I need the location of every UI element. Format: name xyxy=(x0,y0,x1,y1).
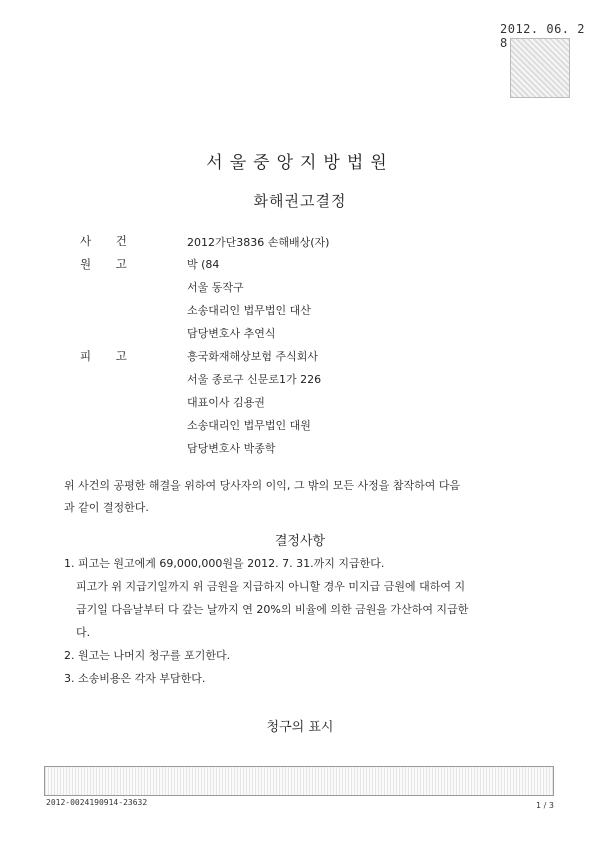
document-number: 2012-0024190914-23632 xyxy=(46,798,148,807)
defendant-representative: 대표이사 김용권 xyxy=(187,396,265,409)
decision-item-1-detail-1: 피고가 위 지급기일까지 위 금원을 지급하지 아니할 경우 미지급 금원에 대하여 지 xyxy=(76,580,466,593)
intro-line-2: 과 같이 결정한다. xyxy=(64,501,149,514)
plaintiff-address: 서울 동작구 xyxy=(187,281,244,294)
stamp-date: 2012. 06. 2 8 xyxy=(500,22,585,50)
defendant-counsel: 소송대리인 법무법인 대원 xyxy=(187,419,311,432)
plaintiff-counsel: 소송대리인 법무법인 대산 xyxy=(187,304,311,317)
page-number: 1 / 3 xyxy=(536,801,554,810)
defendant-address: 서울 종로구 신문로1가 226 xyxy=(187,373,322,386)
decision-item-2: 2. 원고는 나머지 청구를 포기한다. xyxy=(64,649,231,662)
case-label: 사 건 xyxy=(80,234,129,248)
defendant-attorney: 담당변호사 박종학 xyxy=(187,442,276,455)
document-title: 화해권고결정 xyxy=(253,192,347,210)
defendant-label: 피 고 xyxy=(80,349,129,363)
decision-item-1-detail-3: 다. xyxy=(76,626,91,639)
decision-heading: 결정사항 xyxy=(274,534,326,549)
plaintiff-label: 원 고 xyxy=(80,257,129,271)
verification-seal-icon xyxy=(510,38,570,98)
intro-line-1: 위 사건의 공평한 해결을 위하여 당사자의 이익, 그 밖의 모든 사정을 참작하여 다음 xyxy=(64,479,461,492)
decision-item-1-detail-2: 급기일 다음날부터 다 갚는 날까지 연 20%의 비율에 의한 금원을 가산하여 지급한 xyxy=(76,603,469,616)
case-value: 2012가단3836 손해배상(자) xyxy=(187,236,330,249)
claims-heading: 청구의 표시 xyxy=(266,720,334,735)
decision-item-1: 1. 피고는 원고에게 69,000,000원을 2012. 7. 31.까지 지급한다. xyxy=(64,557,385,570)
scan-noise-strip xyxy=(44,766,554,796)
defendant-name: 흥국화재해상보험 주식회사 xyxy=(187,350,319,363)
plaintiff-attorney: 담당변호사 추연식 xyxy=(187,327,276,340)
court-name: 서울중앙지방법원 xyxy=(206,153,394,173)
plaintiff-name: 박 (84 xyxy=(187,258,220,271)
decision-item-3: 3. 소송비용은 각자 부담한다. xyxy=(64,672,206,685)
